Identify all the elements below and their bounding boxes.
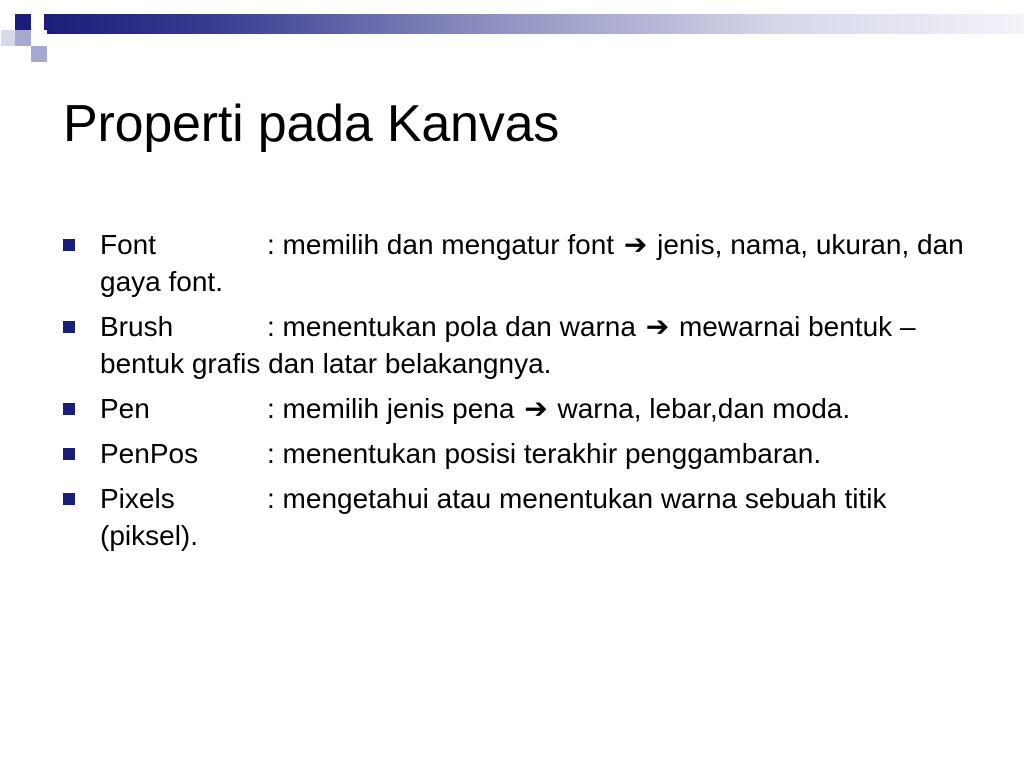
item-description: : menentukan pola dan warna <box>267 311 636 342</box>
item-description: : menentukan posisi terakhir penggambaran. <box>267 438 822 469</box>
item-description: : mengetahui atau menentukan warna sebuah titik (piksel). <box>100 483 887 551</box>
bullet-square-icon <box>63 239 75 251</box>
item-term: Pen <box>100 393 150 424</box>
list-item-brush <box>63 308 973 382</box>
item-term: PenPos <box>100 438 199 469</box>
bullet-square-icon <box>63 321 75 333</box>
item-description: : memilih dan mengatur font <box>267 229 615 260</box>
arrow-right-icon: ➔ <box>645 311 670 342</box>
item-description-continued: mewarnai bentuk – bentuk grafis dan latar belakangnya. <box>100 311 916 379</box>
header-decoration-band <box>44 14 1024 34</box>
item-term: Font <box>100 229 157 260</box>
arrow-right-icon: ➔ <box>524 393 548 424</box>
item-term: Pixels <box>100 483 175 514</box>
list-item-pen <box>63 390 973 427</box>
header-decoration-square <box>44 34 58 44</box>
header-decoration-square <box>15 30 31 46</box>
header-decoration-square <box>15 14 31 30</box>
item-description-continued: warna, lebar,dan moda. <box>557 393 851 424</box>
list-item-pixels <box>63 480 973 554</box>
bullet-square-icon <box>63 493 75 505</box>
item-description-continued: jenis, nama, ukuran, dan gaya font. <box>100 229 964 297</box>
bullet-square-icon <box>63 448 75 460</box>
slide-title: Properti pada Kanvas <box>63 95 560 153</box>
bullet-list <box>63 226 973 562</box>
item-term: Brush <box>100 311 174 342</box>
bullet-square-icon <box>63 403 75 415</box>
header-decoration-square <box>31 46 47 62</box>
header-decoration-square <box>1 30 15 46</box>
arrow-right-icon: ➔ <box>623 229 648 260</box>
item-description: : memilih jenis pena <box>267 393 515 424</box>
list-item-penpos <box>63 435 973 472</box>
list-item-font <box>63 226 973 300</box>
